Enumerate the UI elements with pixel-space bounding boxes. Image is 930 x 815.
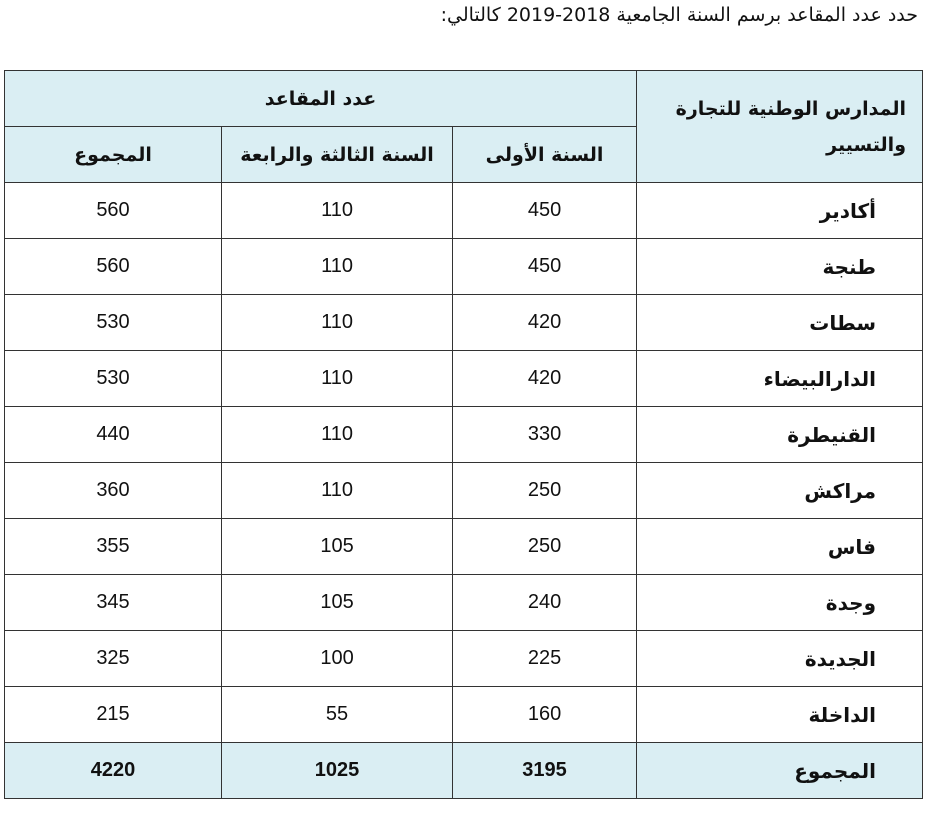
header-school: المدارس الوطنية للتجارة والتسيير (637, 71, 923, 183)
totals-row (5, 743, 923, 799)
header-total: المجموع (5, 127, 222, 183)
third-fourth-year-cell: 110 (222, 295, 453, 351)
third-fourth-year-cell: 55 (222, 687, 453, 743)
totals-grand-total: 4220 (5, 743, 222, 799)
first-year-cell: 160 (453, 687, 637, 743)
total-cell: 560 (5, 239, 222, 295)
totals-label: المجموع (637, 743, 923, 799)
table-row (5, 631, 923, 687)
table-row (5, 687, 923, 743)
total-cell: 215 (5, 687, 222, 743)
first-year-cell: 225 (453, 631, 637, 687)
school-name-cell: أكادير (637, 183, 923, 239)
third-fourth-year-cell: 105 (222, 575, 453, 631)
totals-third-fourth-year: 1025 (222, 743, 453, 799)
school-name-cell: الدارالبيضاء (637, 351, 923, 407)
third-fourth-year-cell: 110 (222, 407, 453, 463)
school-name-cell: سطات (637, 295, 923, 351)
third-fourth-year-cell: 110 (222, 463, 453, 519)
first-year-cell: 240 (453, 575, 637, 631)
table-row (5, 463, 923, 519)
third-fourth-year-cell: 100 (222, 631, 453, 687)
total-cell: 325 (5, 631, 222, 687)
table-row (5, 407, 923, 463)
total-cell: 360 (5, 463, 222, 519)
school-name-cell: طنجة (637, 239, 923, 295)
table-row (5, 239, 923, 295)
school-name-cell: فاس (637, 519, 923, 575)
total-cell: 560 (5, 183, 222, 239)
first-year-cell: 250 (453, 463, 637, 519)
total-cell: 530 (5, 351, 222, 407)
third-fourth-year-cell: 110 (222, 351, 453, 407)
header-seats-group: عدد المقاعد (5, 71, 637, 127)
intro-text: حدد عدد المقاعد برسم السنة الجامعية 2018-2019 كالتالي: (440, 4, 918, 26)
school-name-cell: وجدة (637, 575, 923, 631)
school-name-cell: القنيطرة (637, 407, 923, 463)
total-cell: 345 (5, 575, 222, 631)
third-fourth-year-cell: 110 (222, 183, 453, 239)
total-cell: 530 (5, 295, 222, 351)
first-year-cell: 450 (453, 239, 637, 295)
table-row (5, 351, 923, 407)
total-cell: 355 (5, 519, 222, 575)
third-fourth-year-cell: 105 (222, 519, 453, 575)
school-name-cell: الداخلة (637, 687, 923, 743)
first-year-cell: 450 (453, 183, 637, 239)
totals-first-year: 3195 (453, 743, 637, 799)
table-header-row-1 (5, 71, 923, 127)
table-row (5, 519, 923, 575)
total-cell: 440 (5, 407, 222, 463)
school-name-cell: مراكش (637, 463, 923, 519)
school-name-cell: الجديدة (637, 631, 923, 687)
table-row (5, 575, 923, 631)
header-third-fourth-year: السنة الثالثة والرابعة (222, 127, 453, 183)
seats-table (4, 70, 923, 799)
table-row (5, 295, 923, 351)
first-year-cell: 330 (453, 407, 637, 463)
table-row (5, 183, 923, 239)
first-year-cell: 420 (453, 295, 637, 351)
first-year-cell: 420 (453, 351, 637, 407)
header-first-year: السنة الأولى (453, 127, 637, 183)
third-fourth-year-cell: 110 (222, 239, 453, 295)
first-year-cell: 250 (453, 519, 637, 575)
